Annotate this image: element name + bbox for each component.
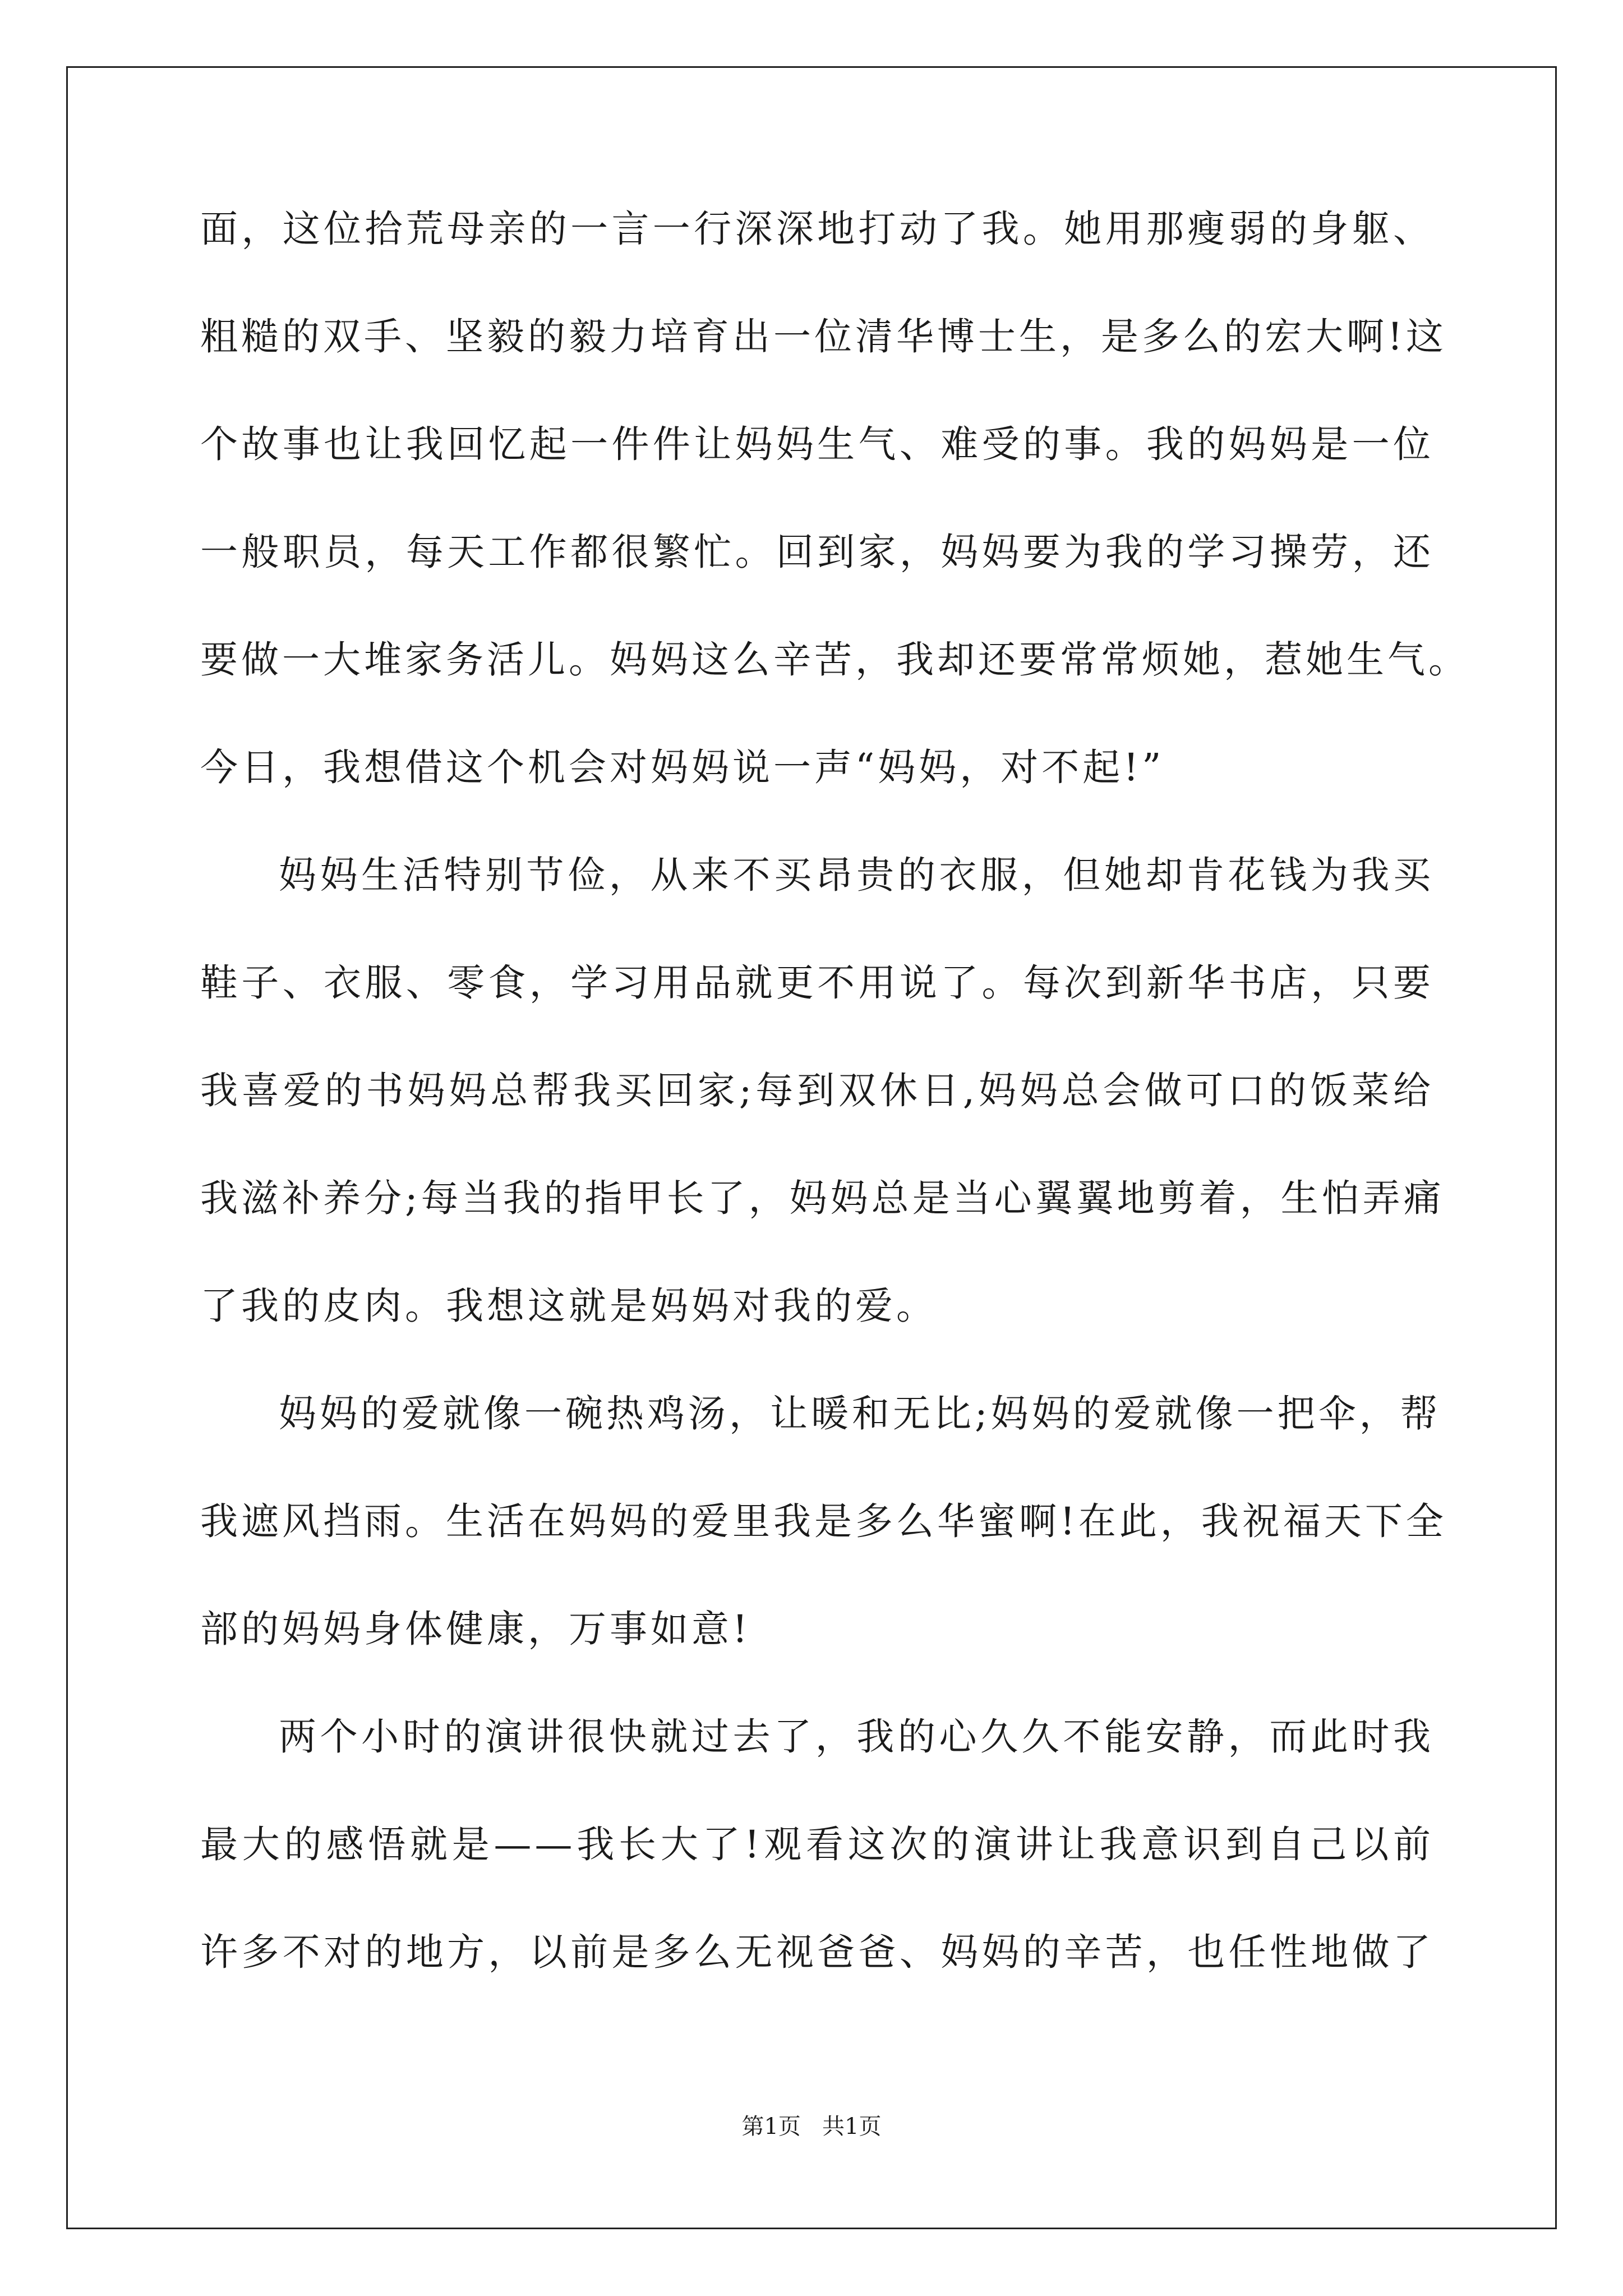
text-line: 今日，我想借这个机会对妈妈说一声“妈妈，对不起!” bbox=[200, 746, 1165, 789]
text-line: 要做一大堆家务活儿。妈妈这么辛苦，我却还要常常烦她，惹她生气。 bbox=[200, 638, 1469, 682]
text-line: 许多不对的地方，以前是多么无视爸爸、妈妈的辛苦，也任性地做了 bbox=[200, 1930, 1434, 1974]
text-line: 粗糙的双手、坚毅的毅力培育出一位清华博士生，是多么的宏大啊!这 bbox=[200, 315, 1447, 358]
text-line: 一般职员，每天工作都很繁忙。回到家，妈妈要为我的学习操劳，还 bbox=[200, 530, 1434, 574]
text-line: 最大的感悟就是——我长大了!观看这次的演讲让我意识到自己以前 bbox=[200, 1823, 1434, 1866]
text-line: 我喜爱的书妈妈总帮我买回家;每到双休日,妈妈总会做可口的饭菜给 bbox=[200, 1069, 1434, 1112]
text-line: 面，这位拾荒母亲的一言一行深深地打动了我。她用那瘦弱的身躯、 bbox=[200, 207, 1434, 251]
text-line: 我遮风挡雨。生活在妈妈的爱里我是多么华蜜啊!在此，我祝福天下全 bbox=[200, 1499, 1447, 1543]
paragraph-first-line: 妈妈的爱就像一碗热鸡汤，让暖和无比;妈妈的爱就像一把伞，帮 bbox=[279, 1392, 1441, 1435]
text-line: 鞋子、衣服、零食，学习用品就更不用说了。每次到新华书店，只要 bbox=[200, 961, 1434, 1005]
document-body bbox=[200, 201, 1469, 2032]
text-line: 了我的皮肉。我想这就是妈妈对我的爱。 bbox=[200, 1284, 937, 1328]
page-number-footer: 第1页 共1页 bbox=[741, 2114, 882, 2139]
text-line: 部的妈妈身体健康，万事如意! bbox=[200, 1607, 751, 1651]
paragraph-first-line: 两个小时的演讲很快就过去了，我的心久久不能安静，而此时我 bbox=[279, 1715, 1434, 1759]
paragraph-first-line: 妈妈生活特别节俭，从来不买昂贵的衣服，但她却肯花钱为我买 bbox=[279, 853, 1434, 897]
text-line: 个故事也让我回忆起一件件让妈妈生气、难受的事。我的妈妈是一位 bbox=[200, 422, 1434, 466]
text-line: 我滋补养分;每当我的指甲长了，妈妈总是当心翼翼地剪着，生怕弄痛 bbox=[200, 1176, 1445, 1220]
